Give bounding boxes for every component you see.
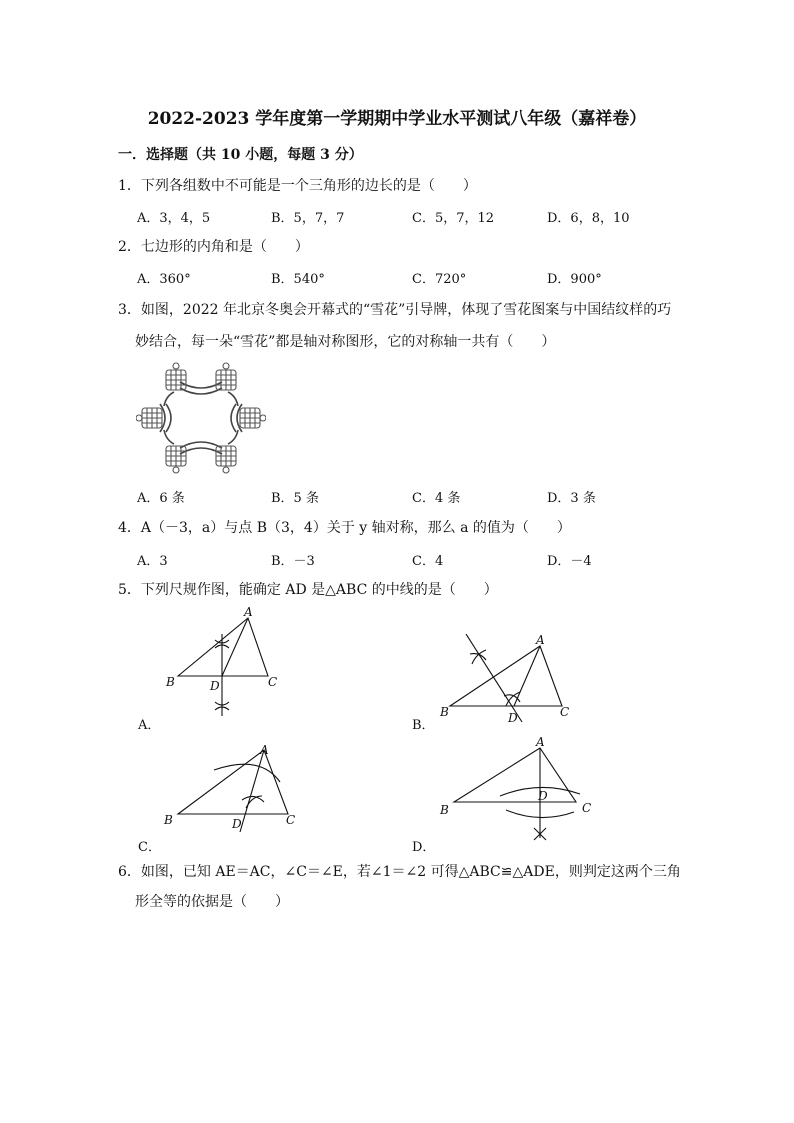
option-a: A．360°: [137, 272, 191, 287]
construction-figure-b: [436, 630, 586, 724]
option-b: B．－3: [271, 554, 315, 569]
option-b: B．540°: [271, 272, 325, 287]
question-2-options: [137, 268, 697, 288]
figure-c-label: C．: [138, 840, 161, 855]
construction-figure-c: [160, 742, 300, 834]
page-title: 2022-2023 学年度第一学期期中学业水平测试八年级（嘉祥卷）: [147, 109, 647, 129]
point-a-label: A: [536, 633, 545, 647]
question-6-stem-continued: 形全等的依据是（ ）: [135, 894, 289, 910]
construction-figure-d: [436, 736, 596, 846]
option-a: A．3: [137, 554, 168, 569]
point-b-label: B: [440, 803, 449, 817]
point-a-label: A: [260, 743, 269, 757]
point-b-label: B: [440, 705, 449, 719]
option-c: C．4: [412, 554, 444, 569]
option-c: C．4 条: [412, 491, 461, 506]
point-a-label: A: [536, 736, 545, 749]
question-1-options: [137, 207, 697, 227]
question-4-options: [137, 550, 697, 570]
point-c-label: C: [268, 675, 278, 689]
question-5-stem: 5．下列尺规作图，能确定 AD 是△ABC 的中线的是（ ）: [118, 582, 498, 598]
option-b: B．5，7，7: [271, 211, 345, 226]
option-c: C．5，7，12: [412, 211, 495, 226]
point-b-label: B: [164, 813, 173, 827]
point-a-label: A: [244, 606, 253, 619]
figure-d-label: D．: [412, 840, 436, 855]
point-d-label: D: [538, 789, 548, 803]
option-c: C．720°: [412, 272, 467, 287]
option-d: D．900°: [547, 272, 602, 287]
option-d: D．3 条: [547, 491, 596, 506]
construction-figure-a: [160, 606, 290, 722]
section-heading: 一．选择题（共 10 小题，每题 3 分）: [118, 147, 363, 163]
point-d-label: D: [210, 679, 220, 693]
figure-a-label: A．: [138, 718, 161, 733]
point-b-label: B: [166, 675, 175, 689]
point-c-label: C: [286, 813, 296, 827]
option-b: B．5 条: [271, 491, 319, 506]
question-3-stem: 3．如图，2022 年北京冬奥会开幕式的“雪花”引导牌，体现了雪花图案与中国结纹样的巧: [118, 302, 672, 318]
figure-b-label: B．: [412, 718, 435, 733]
question-6-stem: 6．如图，已知 AE＝AC，∠C＝∠E，若∠1＝∠2 可得△ABC≌△ADE，则判定这两个三角: [118, 864, 681, 880]
option-a: A．6 条: [137, 491, 185, 506]
option-d: D．－4: [547, 554, 592, 569]
question-4-stem: 4．A（－3，a）与点 B（3，4）关于 y 轴对称，那么 a 的值为（ ）: [118, 520, 571, 536]
question-3-options: [137, 487, 697, 507]
point-c-label: C: [582, 801, 592, 815]
option-a: A．3，4，5: [137, 211, 211, 226]
snowflake-knot-figure: [136, 362, 266, 474]
point-c-label: C: [560, 705, 570, 719]
option-d: D．6，8，10: [547, 211, 630, 226]
point-d-label: D: [508, 711, 518, 724]
question-1-stem: 1．下列各组数中不可能是一个三角形的边长的是（ ）: [118, 178, 477, 194]
question-3-stem-continued: 妙结合，每一朵“雪花”都是轴对称图形，它的对称轴一共有（ ）: [135, 334, 556, 350]
question-2-stem: 2．七边形的内角和是（ ）: [118, 239, 309, 255]
point-d-label: D: [232, 817, 242, 831]
